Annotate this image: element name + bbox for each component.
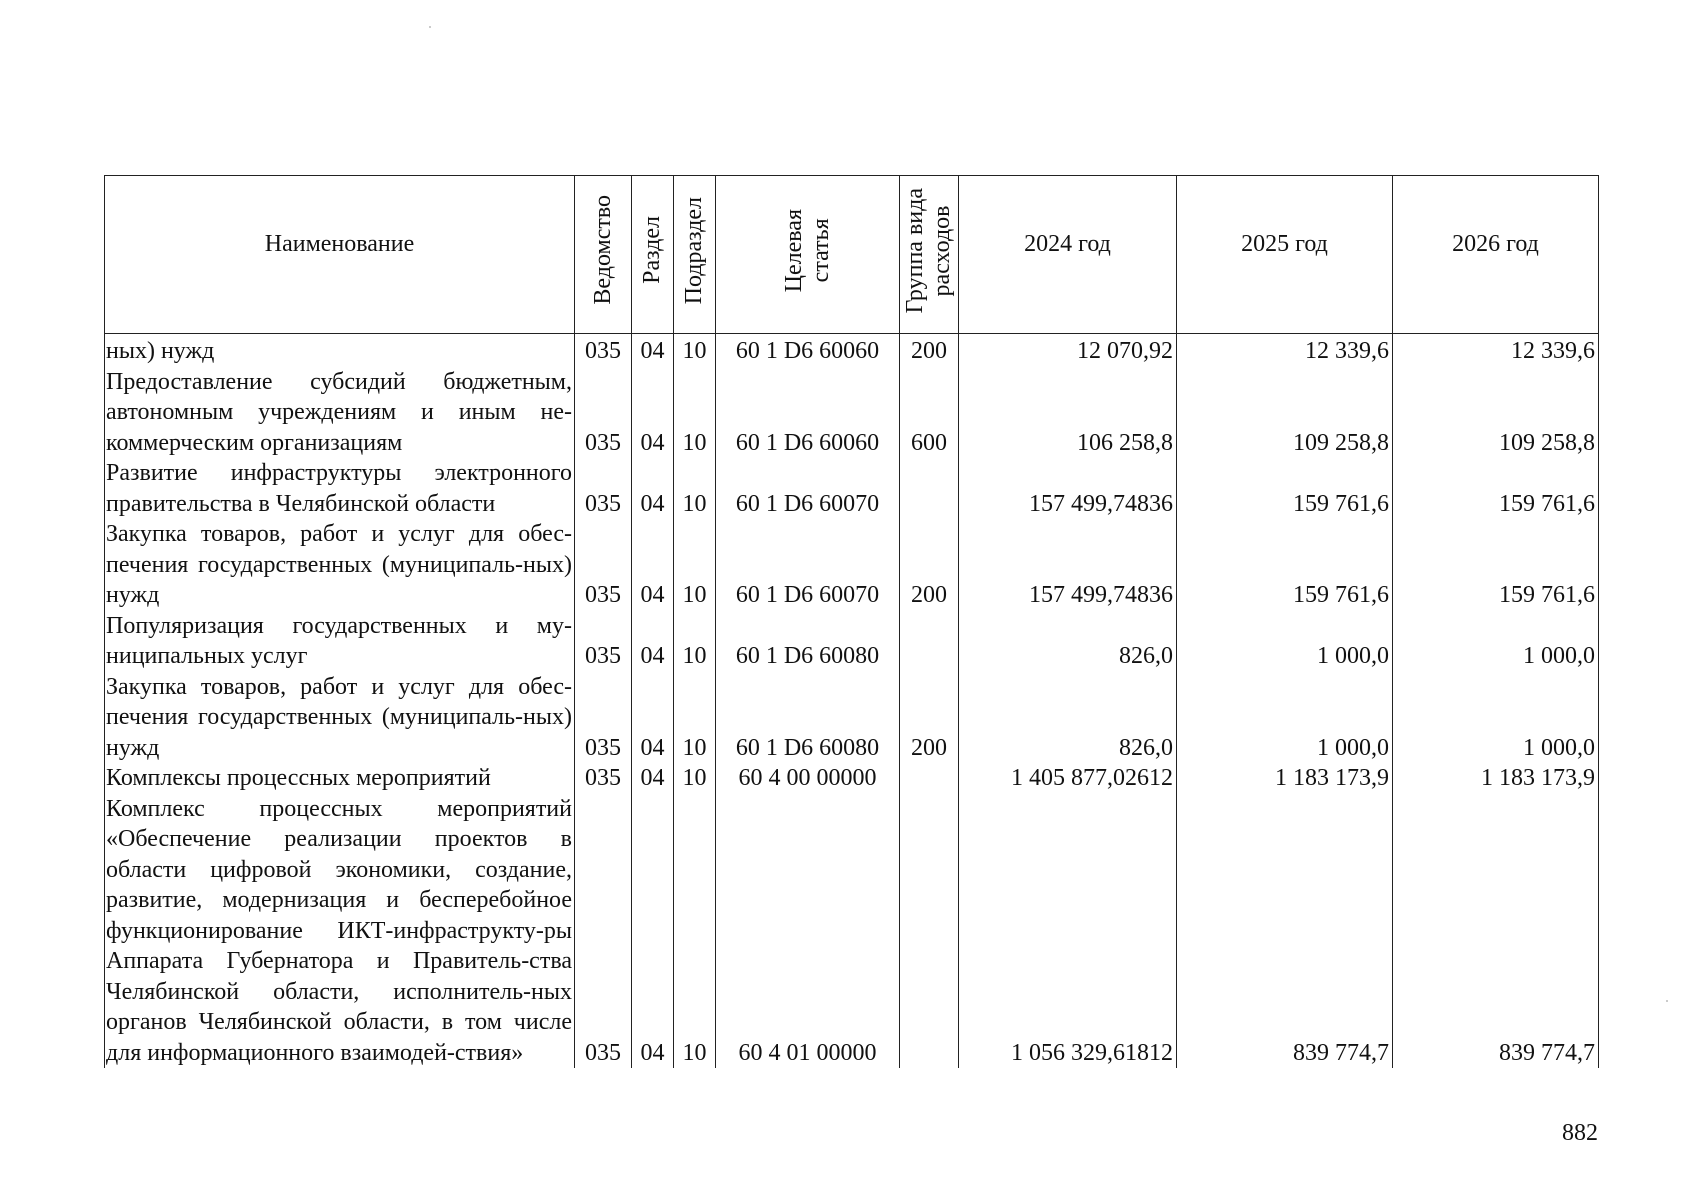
- row-name: Популяризация государственных и му-ниципальных услуг: [105, 611, 575, 672]
- row-2024: 826,0: [959, 611, 1177, 672]
- row-name: Закупка товаров, работ и услуг для обес-печения государственных (муниципаль-ных) нужд: [105, 519, 575, 611]
- row-expense-group: 200: [900, 672, 959, 764]
- row-name: Комплекс процессных мероприятий «Обеспечение реализации проектов в области цифровой экономики, создание, развитие, модернизация и бесперебойное функционирование ИКТ-инфраструкту-ры Аппарата Губернатора и Правитель-ства Челябинской области, исполнитель-ных органов Челябинской области, в том числе для информационного взаимодей-ствия»: [105, 794, 575, 1069]
- row-2026: 839 774,7: [1393, 794, 1599, 1069]
- row-subsection: 10: [674, 458, 716, 519]
- row-section: 04: [632, 334, 674, 367]
- header-section: Раздел: [632, 176, 674, 334]
- table-row: [105, 458, 1599, 519]
- row-target: 60 4 01 00000: [716, 794, 900, 1069]
- row-section: 04: [632, 672, 674, 764]
- row-expense-group: [900, 458, 959, 519]
- row-expense-group: 200: [900, 334, 959, 367]
- row-2024: 826,0: [959, 672, 1177, 764]
- page-number: 882: [1562, 1120, 1598, 1146]
- row-section: 04: [632, 794, 674, 1069]
- row-expense-group: [900, 611, 959, 672]
- row-expense-group: 200: [900, 519, 959, 611]
- row-expense-group: [900, 794, 959, 1069]
- row-2026: 1 000,0: [1393, 672, 1599, 764]
- header-name: Наименование: [105, 176, 575, 334]
- table-header-row: [105, 176, 1599, 334]
- row-name: ных) нужд: [105, 334, 575, 367]
- row-subsection: 10: [674, 672, 716, 764]
- header-2025: 2025 год: [1177, 176, 1393, 334]
- row-target: 60 1 D6 60060: [716, 334, 900, 367]
- row-expense-group: 600: [900, 367, 959, 459]
- row-2025: 839 774,7: [1177, 794, 1393, 1069]
- row-2026: 12 339,6: [1393, 334, 1599, 367]
- row-name: Предоставление субсидий бюджетным, автономным учреждениям и иным не-коммерческим организациям: [105, 367, 575, 459]
- row-subsection: 10: [674, 367, 716, 459]
- header-2026: 2026 год: [1393, 176, 1599, 334]
- row-department: 035: [575, 334, 632, 367]
- table-row: [105, 794, 1599, 1069]
- row-target: 60 1 D6 60070: [716, 519, 900, 611]
- table-row: [105, 672, 1599, 764]
- row-department: 035: [575, 519, 632, 611]
- row-target: 60 4 00 00000: [716, 763, 900, 794]
- row-section: 04: [632, 763, 674, 794]
- row-2024: 106 258,8: [959, 367, 1177, 459]
- row-section: 04: [632, 611, 674, 672]
- header-target: Целевая статья: [716, 176, 900, 334]
- row-2026: 159 761,6: [1393, 519, 1599, 611]
- row-subsection: 10: [674, 794, 716, 1069]
- row-2024: 157 499,74836: [959, 458, 1177, 519]
- row-2024: 1 405 877,02612: [959, 763, 1177, 794]
- row-subsection: 10: [674, 519, 716, 611]
- row-department: 035: [575, 794, 632, 1069]
- header-subsection: Подраздел: [674, 176, 716, 334]
- header-department: Ведомство: [575, 176, 632, 334]
- row-2025: 1 000,0: [1177, 672, 1393, 764]
- table-row: [105, 611, 1599, 672]
- row-section: 04: [632, 519, 674, 611]
- row-name: Комплексы процессных мероприятий: [105, 763, 575, 794]
- scan-speck: [429, 26, 431, 28]
- row-department: 035: [575, 672, 632, 764]
- row-section: 04: [632, 367, 674, 459]
- row-name: Развитие инфраструктуры электронного правительства в Челябинской области: [105, 458, 575, 519]
- row-department: 035: [575, 367, 632, 459]
- row-2025: 1 183 173,9: [1177, 763, 1393, 794]
- table-row: [105, 334, 1599, 367]
- row-2026: 159 761,6: [1393, 458, 1599, 519]
- row-2025: 1 000,0: [1177, 611, 1393, 672]
- row-department: 035: [575, 611, 632, 672]
- budget-table: [104, 175, 1599, 1068]
- header-2024: 2024 год: [959, 176, 1177, 334]
- row-2025: 159 761,6: [1177, 519, 1393, 611]
- row-2025: 159 761,6: [1177, 458, 1393, 519]
- row-2025: 109 258,8: [1177, 367, 1393, 459]
- row-2025: 12 339,6: [1177, 334, 1393, 367]
- row-name: Закупка товаров, работ и услуг для обес-печения государственных (муниципаль-ных) нужд: [105, 672, 575, 764]
- row-subsection: 10: [674, 611, 716, 672]
- row-section: 04: [632, 458, 674, 519]
- row-department: 035: [575, 763, 632, 794]
- row-target: 60 1 D6 60080: [716, 611, 900, 672]
- row-subsection: 10: [674, 763, 716, 794]
- row-department: 035: [575, 458, 632, 519]
- row-target: 60 1 D6 60060: [716, 367, 900, 459]
- row-target: 60 1 D6 60080: [716, 672, 900, 764]
- row-2024: 1 056 329,61812: [959, 794, 1177, 1069]
- table-row: [105, 763, 1599, 794]
- row-2026: 1 183 173,9: [1393, 763, 1599, 794]
- table-row: [105, 367, 1599, 459]
- row-2024: 12 070,92: [959, 334, 1177, 367]
- row-2026: 109 258,8: [1393, 367, 1599, 459]
- row-subsection: 10: [674, 334, 716, 367]
- row-2024: 157 499,74836: [959, 519, 1177, 611]
- row-2026: 1 000,0: [1393, 611, 1599, 672]
- table-row: [105, 519, 1599, 611]
- row-expense-group: [900, 763, 959, 794]
- header-expense-group: Группа вида расходов: [900, 176, 959, 334]
- row-target: 60 1 D6 60070: [716, 458, 900, 519]
- scan-speck: [1666, 1000, 1668, 1002]
